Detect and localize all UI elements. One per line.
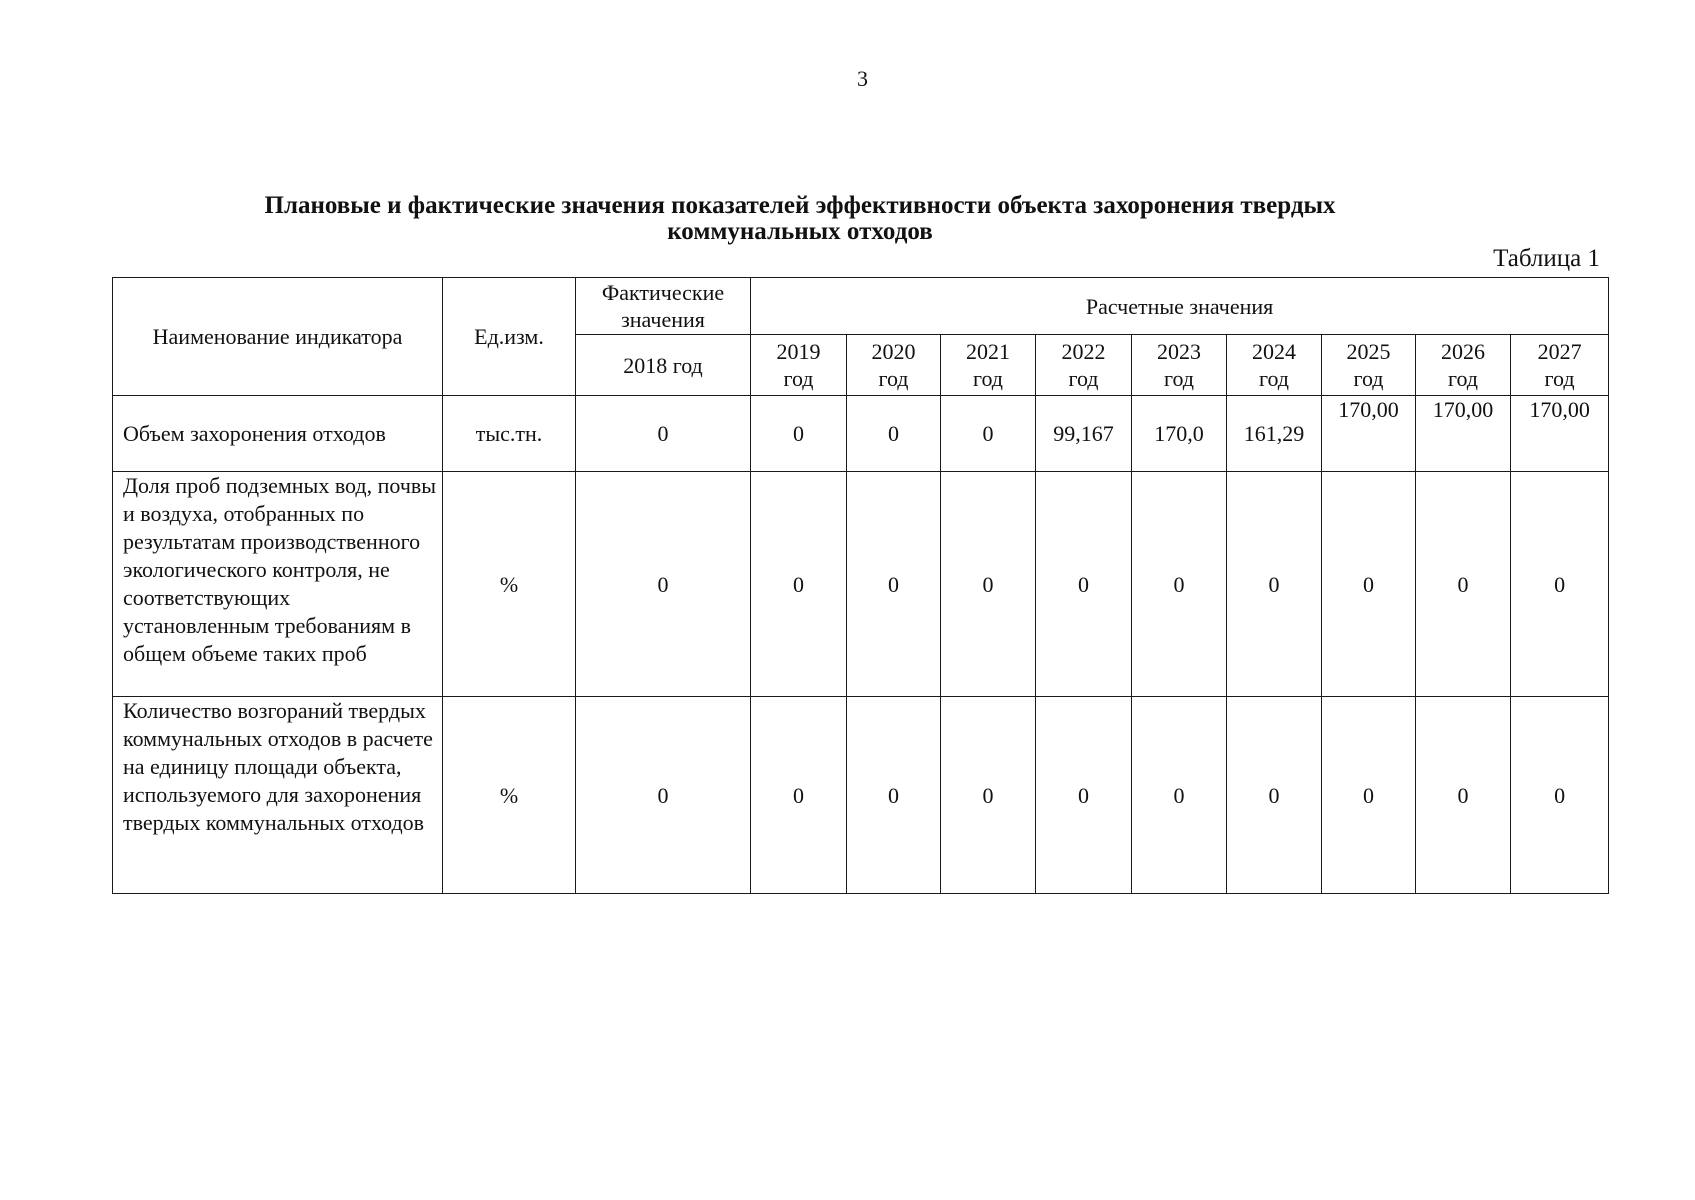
indicator-name: Доля проб подземных вод, почвы и воздуха, отобранных по результатам производственного экологического контроля, не соответствующих установленным требованиям в общем объеме таких проб — [113, 472, 443, 697]
header-actual-values: Фактические значения — [576, 278, 751, 335]
header-year-2019: 2019 год — [751, 335, 847, 396]
value-2021: 0 — [941, 697, 1036, 894]
header-row-1 — [113, 278, 1609, 335]
value-2027: 0 — [1511, 697, 1609, 894]
indicators-table — [112, 277, 1609, 894]
actual-value: 0 — [576, 396, 751, 472]
indicator-unit: % — [443, 697, 576, 894]
header-year-2023: 2023 год — [1132, 335, 1227, 396]
value-2019: 0 — [751, 472, 847, 697]
table-row — [113, 472, 1609, 697]
value-2024: 161,29 — [1227, 396, 1322, 472]
header-unit: Ед.изм. — [443, 278, 576, 396]
value-2026: 0 — [1416, 697, 1511, 894]
value-2021: 0 — [941, 396, 1036, 472]
value-2022: 0 — [1036, 697, 1132, 894]
value-2024: 0 — [1227, 697, 1322, 894]
value-2026: 0 — [1416, 472, 1511, 697]
table-label: Таблица 1 — [1493, 245, 1600, 272]
value-2022: 99,167 — [1036, 396, 1132, 472]
table-row — [113, 396, 1609, 472]
value-2026: 170,00 — [1416, 396, 1511, 472]
value-2023: 0 — [1132, 472, 1227, 697]
value-2020: 0 — [847, 472, 941, 697]
value-2020: 0 — [847, 396, 941, 472]
actual-value: 0 — [576, 472, 751, 697]
actual-value: 0 — [576, 697, 751, 894]
value-2027: 0 — [1511, 472, 1609, 697]
value-2020: 0 — [847, 697, 941, 894]
value-2025: 0 — [1322, 697, 1416, 894]
page-number: 3 — [857, 66, 868, 91]
value-2027: 170,00 — [1511, 396, 1609, 472]
document-title — [200, 193, 1400, 245]
value-2025: 0 — [1322, 472, 1416, 697]
header-year-2024: 2024 год — [1227, 335, 1322, 396]
value-2021: 0 — [941, 472, 1036, 697]
indicator-unit: % — [443, 472, 576, 697]
header-indicator-name: Наименование индикатора — [113, 278, 443, 396]
header-year-2027: 2027 год — [1511, 335, 1609, 396]
header-actual-year: 2018 год — [576, 335, 751, 396]
header-estimated-values: Расчетные значения — [751, 278, 1609, 335]
indicator-name: Количество возгораний твердых коммунальных отходов в расчете на единицу площади объекта, используемого для захоронения твердых коммунальных отходов — [113, 697, 443, 894]
indicator-unit: тыс.тн. — [443, 396, 576, 472]
value-2019: 0 — [751, 396, 847, 472]
value-2022: 0 — [1036, 472, 1132, 697]
header-year-2020: 2020 год — [847, 335, 941, 396]
value-2025: 170,00 — [1322, 396, 1416, 472]
header-year-2026: 2026 год — [1416, 335, 1511, 396]
header-year-2022: 2022 год — [1036, 335, 1132, 396]
table-row — [113, 697, 1609, 894]
value-2024: 0 — [1227, 472, 1322, 697]
header-year-2021: 2021 год — [941, 335, 1036, 396]
value-2023: 0 — [1132, 697, 1227, 894]
header-year-2025: 2025 год — [1322, 335, 1416, 396]
title-line-2: коммунальных отходов — [667, 218, 933, 245]
value-2019: 0 — [751, 697, 847, 894]
indicator-name: Объем захоронения отходов — [113, 396, 443, 472]
title-line-1: Плановые и фактические значения показателей эффективности объекта захоронения твердых — [264, 192, 1336, 219]
value-2023: 170,0 — [1132, 396, 1227, 472]
